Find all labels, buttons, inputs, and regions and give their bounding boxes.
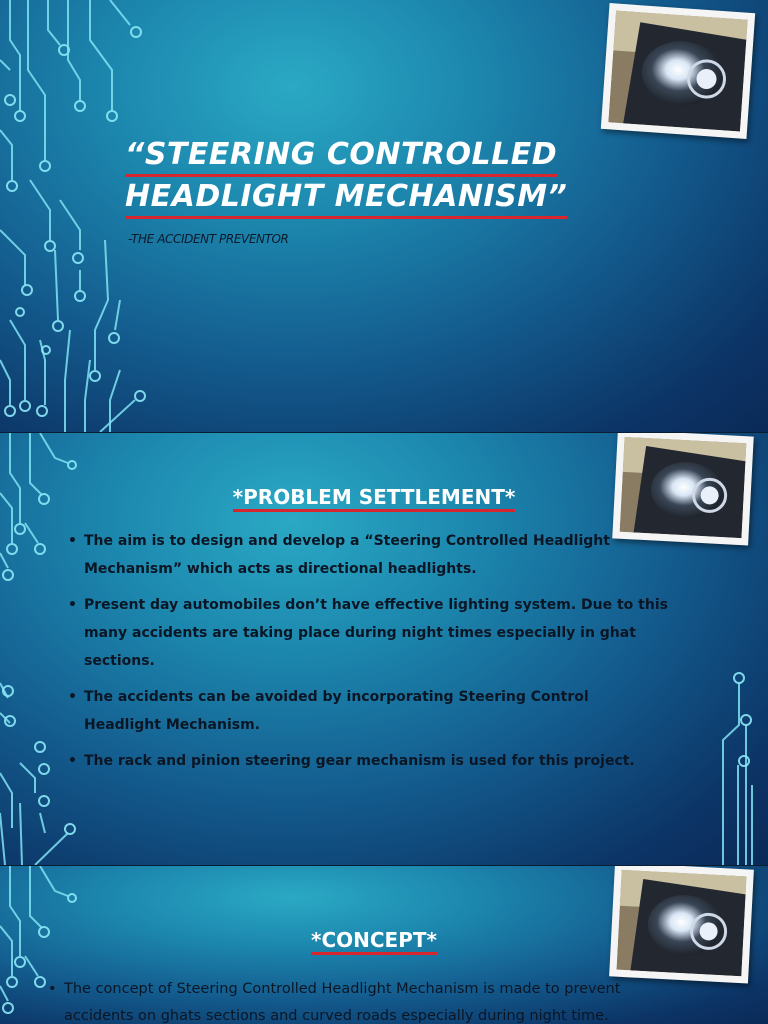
headlight-photo [601,3,755,139]
list-item: • Present day automobiles don’t have effective lighting system. Due to this many accidents are taking place during night times especially in ghat sections. [70,591,670,675]
subtitle: -THE ACCIDENT PREVENTOR [128,232,289,246]
circuit-decoration-right [708,665,768,865]
presentation-title [125,135,645,219]
heading-text: *PROBLEM SETTLEMENT* [233,485,516,512]
headlight-photo [609,866,754,984]
headlight-photo-icon [616,870,746,976]
title-line-2: HEADLIGHT MECHANISM” [125,177,567,219]
slide-heading [0,485,748,509]
list-item: • The concept of Steering Controlled Headlight Mechanism is made to prevent accidents on ghats sections and curved roads especially during night time. [50,976,660,1024]
slide-heading [0,928,748,952]
heading-text: *CONCEPT* [311,928,437,955]
bullet-list [70,527,670,783]
list-item: • The aim is to design and develop a “Steering Controlled Headlight Mechanism” which acts as directional headlights. [70,527,670,583]
list-item: • The rack and pinion steering gear mechanism is used for this project. [70,747,670,775]
title-line-1: “STEERING CONTROLLED [125,135,557,177]
headlight-photo-icon [608,11,747,132]
slide-concept [0,866,768,1024]
bullet-list [50,976,660,1024]
list-item: • The accidents can be avoided by incorporating Steering Control Headlight Mechanism. [70,683,670,739]
slide-title [0,0,768,432]
slide-problem-settlement [0,433,768,865]
